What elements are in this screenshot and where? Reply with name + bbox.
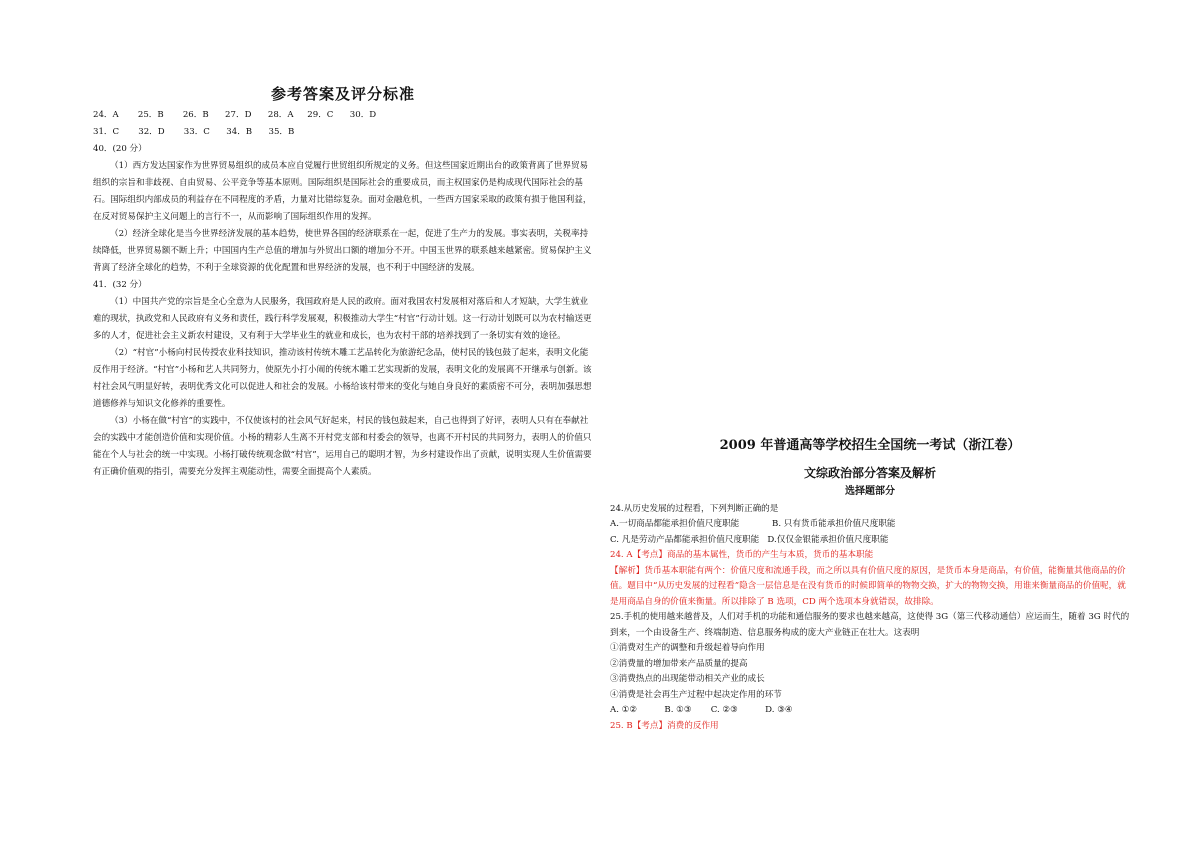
q40-part2: （2）经济全球化是当今世界经济发展的基本趋势，使世界各国的经济联系在一起，促进了生产力的发展。事实表明，关税率持续降低，世界贸易额不断上升；中国国内生产总值的增加与外贸出口额的增加分不开。中国玉世界的联系越来越紧密。贸易保护主义背离了经济全球化的趋势，不利于全球资源的优化配置和世界经济的发展，也不利于中国经济的发展。 — [93, 229, 592, 273]
answers-row-1: 24．A 25．B 26．B 27．D 28．A 29．C 30．D — [93, 110, 377, 120]
q25-stem: 25.手机的使用越来越普及，人们对手机的功能和通信服务的要求也越来越高，这使得 3G（第三代移动通信）应运而生，随着 3G 时代的到来，一个由设备生产、终端制造、信息服务构成的庞大产业链正在壮大。这表明 — [610, 612, 1130, 638]
q24-answer: 24. A【考点】商品的基本属性，货币的产生与本质，货币的基本职能 — [610, 550, 874, 560]
answers-row-2: 31．C 32．D 33．C 34．B 35．B — [93, 127, 295, 137]
q41-part2: （2）“村官”小杨向村民传授农业科技知识，推动该村传统木雕工艺品转化为旅游纪念品，使村民的钱包鼓了起来，表明文化能反作用于经济。“村官”小杨和艺人共同努力，使原先小打小闹的传统木雕工艺实现新的发展，表明文化的发展离不开继承与创新。该村社会风气明显好转，表明优秀文化可以促进人和社会的发展。小杨给该村带来的变化与她自身良好的素质密不可分，表明加强思想道德修养与知识文化修养的重要性。 — [93, 348, 592, 409]
section-heading: 选择题部分 — [845, 486, 895, 497]
q25-answer: 25. B【考点】消费的反作用 — [610, 720, 719, 731]
q24-options-cd: C. 凡是劳动产品都能承担价值尺度职能 D.仅仅金银能承担价值尺度职能 — [610, 534, 889, 545]
q40-label: 40．(20 分） — [93, 144, 147, 154]
q40-part1: （1）西方发达国家作为世界贸易组织的成员本应自觉履行世贸组织所规定的义务。但这些国家近期出台的政策背离了世界贸易组织的宗旨和非歧视、自由贸易、公平竞争等基本原则。国际组织是国际社会的重要成员，而主权国家仍是构成现代国际社会的基石。国际组织内部成员的利益存在不同程度的矛盾，力量对比错综复杂。面对金融危机，一些西方国家采取的政策有损于他国利益，在反对贸易保护主义问题上的言行不一，从而影响了国际组织作用的发挥。 — [93, 161, 592, 222]
q41-part1: （1）中国共产党的宗旨是全心全意为人民服务，我国政府是人民的政府。面对我国农村发展相对落后和人才短缺，大学生就业难的现状，执政党和人民政府有义务和责任，践行科学发展观，积极推动大学生“村官”行动计划。这一行动计划既可以为农村输送更多的人才，促进社会主义新农村建设，又有利于大学毕业生的就业和成长，也为农村干部的培养找到了一条切实有效的途径。 — [93, 297, 592, 341]
q24-stem: 24.从历史发展的过程看，下列判断正确的是 — [610, 503, 779, 514]
q25-item-3: ③消费热点的出现能带动相关产业的成长 — [610, 674, 765, 684]
q25-item-4: ④消费是社会再生产过程中起决定作用的环节 — [610, 689, 782, 700]
exam-title: 2009 年普通高等学校招生全国统一考试（浙江卷） — [719, 438, 1021, 453]
q41-part3: （3）小杨在做“村官”的实践中，不仅使该村的社会风气好起来，村民的钱包鼓起来，自己也得到了好评，表明人只有在奉献社会的实践中才能创造价值和实现价值。小杨的精彩人生离不开村党支部和村委会的领导，也离不开村民的共同努力，表明人的价值只能在个人与社会的统一中实现。小杨打破传统观念做“村官”，运用自己的聪明才智，为乡村建设作出了贡献，说明实现人生价值需要有正确价值观的指引，需要充分发挥主观能动性，需要全面提高个人素质。 — [93, 416, 592, 477]
answer-key-column — [93, 86, 593, 481]
q24-options-ab: A.一切商品都能承担价值尺度职能 B. 只有货币能承担价值尺度职能 — [610, 519, 896, 529]
exam-subtitle: 文综政治部分答案及解析 — [803, 466, 936, 480]
q41-label: 41．(32 分） — [93, 280, 147, 290]
answer-key-title: 参考答案及评分标准 — [270, 85, 415, 103]
q25-options: A. ①② B. ①③ C. ②③ D. ③④ — [610, 705, 793, 715]
q24-analysis: 【解析】货币基本职能有两个：价值尺度和流通手段，而之所以具有价值尺度的原因，是货币本身是商品，有价值，能衡量其他商品的价值。题目中“从历史发展的过程看”隐含一层信息是在没有货币的时候即简单的物物交换，扩大的物物交换，用谁来衡量商品的价值呢，就是用商品自身的价值来衡量。所以排除了 B 选项，CD 两个选项本身就错误，故排除。 — [610, 565, 1126, 607]
q25-item-1: ①消费对生产的调整和升级起着导向作用 — [610, 643, 765, 653]
exam-analysis-column — [610, 436, 1130, 734]
q25-item-2: ②消费量的增加带来产品质量的提高 — [610, 658, 748, 669]
